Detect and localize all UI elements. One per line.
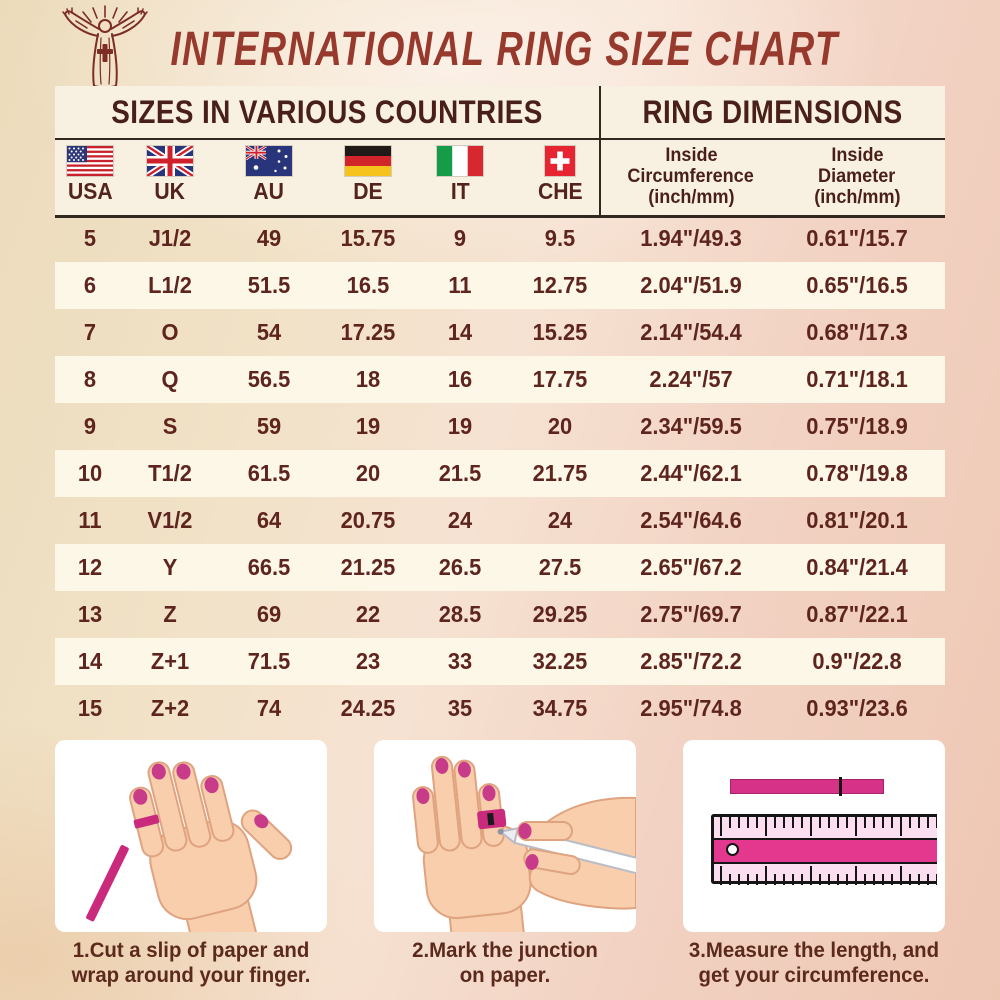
table-cell-che: 32.25 <box>532 648 588 674</box>
header-vertical-divider <box>599 86 601 215</box>
table-cell-uk: Z+2 <box>150 695 190 721</box>
table-cell-che: 9.5 <box>544 225 576 251</box>
table-cell-uk: Q <box>161 366 179 392</box>
table-cell-inside-diameter: 0.61"/15.7 <box>806 225 908 251</box>
table-cell-usa: 11 <box>78 507 102 533</box>
table-cell-de: 24.25 <box>340 695 396 721</box>
table-cell-au: 74 <box>256 695 282 721</box>
table-cell-inside-diameter: 0.71"/18.1 <box>806 366 908 392</box>
table-cell-che: 29.25 <box>532 601 588 627</box>
table-cell-au: 71.5 <box>247 648 291 674</box>
table-cell-uk: S <box>162 413 178 439</box>
table-cell-uk: Y <box>162 554 178 580</box>
section-sizes-countries: SIZES IN VARIOUS COUNTRIES <box>111 93 544 130</box>
column-header-inside-circumference: Inside Circumference (inch/mm) <box>627 144 755 208</box>
table-cell-usa: 12 <box>77 554 103 580</box>
table-row <box>55 497 945 544</box>
table-cell-usa: 6 <box>83 272 97 298</box>
table-cell-it: 35 <box>447 695 473 721</box>
switzerland-flag-icon <box>545 146 575 176</box>
column-header-de: DE <box>323 140 413 212</box>
column-header-au: AU <box>215 140 323 212</box>
table-cell-inside-diameter: 0.93"/23.6 <box>806 695 908 721</box>
instruction-cards <box>55 740 945 932</box>
table-cell-de: 16.5 <box>346 272 390 298</box>
table-cell-inside-diameter: 0.87"/22.1 <box>806 601 908 627</box>
table-cell-inside-circumference: 2.14"/54.4 <box>640 319 742 345</box>
table-cell-de: 22 <box>355 601 381 627</box>
table-row <box>55 638 945 685</box>
table-cell-uk: Z <box>163 601 177 627</box>
usa-flag-icon <box>67 146 113 176</box>
table-cell-inside-circumference: 2.85"/72.2 <box>640 648 742 674</box>
table-cell-uk: V1/2 <box>147 507 193 533</box>
table-cell-it: 9 <box>453 225 467 251</box>
table-cell-usa: 7 <box>83 319 97 345</box>
instruction-step-3: 3.Measure the length, and get your circumference. <box>688 939 940 987</box>
table-cell-it: 26.5 <box>438 554 482 580</box>
table-cell-au: 59 <box>256 413 282 439</box>
column-header-inside-diameter: Inside Diameter (inch/mm) <box>813 144 901 208</box>
table-row <box>55 450 945 497</box>
section-ring-dimensions: RING DIMENSIONS <box>642 93 903 130</box>
column-header-uk: UK <box>125 140 215 212</box>
junction-mark <box>839 777 842 796</box>
ruler-measure-illustration <box>683 740 945 932</box>
table-cell-au: 51.5 <box>247 272 291 298</box>
table-cell-au: 66.5 <box>247 554 291 580</box>
table-cell-it: 21.5 <box>438 460 482 486</box>
table-cell-che: 24 <box>547 507 573 533</box>
table-cell-au: 49 <box>256 225 282 251</box>
table-cell-inside-diameter: 0.78"/19.8 <box>806 460 908 486</box>
column-header-usa: USA <box>55 140 125 212</box>
table-cell-au: 56.5 <box>247 366 291 392</box>
table-cell-it: 11 <box>448 272 472 298</box>
table-row <box>55 215 945 262</box>
table-cell-inside-circumference: 2.54"/64.6 <box>640 507 742 533</box>
table-cell-uk: L1/2 <box>148 272 192 298</box>
table-cell-usa: 14 <box>77 648 103 674</box>
table-cell-au: 69 <box>256 601 282 627</box>
table-cell-che: 34.75 <box>532 695 588 721</box>
table-cell-it: 33 <box>447 648 473 674</box>
instruction-card-2 <box>374 740 636 932</box>
table-cell-inside-circumference: 2.44"/62.1 <box>640 460 742 486</box>
table-cell-inside-circumference: 2.95"/74.8 <box>640 695 742 721</box>
table-cell-usa: 15 <box>77 695 103 721</box>
italy-flag-icon <box>437 146 483 176</box>
table-cell-de: 20 <box>355 460 381 486</box>
table-cell-che: 20 <box>547 413 573 439</box>
uk-flag-icon <box>147 146 193 176</box>
table-cell-che: 27.5 <box>538 554 582 580</box>
table-row <box>55 309 945 356</box>
australia-flag-icon <box>246 146 292 176</box>
table-header <box>55 86 945 218</box>
table-cell-usa: 5 <box>83 225 97 251</box>
table-cell-che: 17.75 <box>532 366 588 392</box>
table-cell-de: 17.25 <box>340 319 396 345</box>
table-cell-au: 61.5 <box>247 460 291 486</box>
table-cell-usa: 10 <box>77 460 103 486</box>
table-cell-it: 24 <box>447 507 473 533</box>
table-cell-au: 54 <box>256 319 282 345</box>
table-cell-che: 15.25 <box>532 319 588 345</box>
table-cell-inside-circumference: 2.34"/59.5 <box>640 413 742 439</box>
table-row <box>55 544 945 591</box>
table-cell-uk: T1/2 <box>148 460 192 486</box>
table-row <box>55 685 945 732</box>
table-row <box>55 591 945 638</box>
table-row <box>55 356 945 403</box>
table-cell-it: 14 <box>447 319 473 345</box>
table-cell-uk: O <box>161 319 179 345</box>
germany-flag-icon <box>345 146 391 176</box>
table-cell-de: 23 <box>355 648 381 674</box>
instruction-captions <box>55 938 945 988</box>
table-cell-usa: 9 <box>83 413 97 439</box>
table-cell-uk: J1/2 <box>148 225 192 251</box>
column-header-it: IT <box>413 140 507 212</box>
paper-strip <box>731 780 883 793</box>
table-cell-uk: Z+1 <box>150 648 190 674</box>
hand-wrap-illustration <box>55 740 327 932</box>
table-cell-che: 21.75 <box>532 460 588 486</box>
table-cell-usa: 8 <box>83 366 97 392</box>
table-cell-inside-circumference: 2.75"/69.7 <box>640 601 742 627</box>
column-header-che: CHE <box>507 140 613 212</box>
instruction-card-3 <box>683 740 945 932</box>
table-rows <box>55 215 945 732</box>
table-cell-inside-diameter: 0.75"/18.9 <box>806 413 908 439</box>
ruler-icon <box>711 814 937 884</box>
page-title: INTERNATIONAL RING SIZE CHART <box>170 22 840 76</box>
table-cell-it: 16 <box>447 366 473 392</box>
table-cell-inside-circumference: 2.24"/57 <box>649 366 733 392</box>
table-cell-inside-diameter: 0.68"/17.3 <box>806 319 908 345</box>
table-cell-it: 19 <box>447 413 473 439</box>
table-cell-inside-diameter: 0.65"/16.5 <box>806 272 908 298</box>
table-cell-de: 18 <box>355 366 381 392</box>
table-cell-inside-diameter: 0.9"/22.8 <box>812 648 902 674</box>
table-cell-de: 20.75 <box>340 507 396 533</box>
table-cell-inside-circumference: 2.04"/51.9 <box>640 272 742 298</box>
table-cell-de: 19 <box>355 413 381 439</box>
table-cell-inside-circumference: 2.65"/67.2 <box>640 554 742 580</box>
instruction-card-1 <box>55 740 327 932</box>
table-cell-it: 28.5 <box>438 601 482 627</box>
table-cell-de: 21.25 <box>340 554 396 580</box>
instruction-step-1: 1.Cut a slip of paper and wrap around your finger. <box>71 939 311 987</box>
mark-junction-illustration <box>374 740 636 932</box>
table-cell-inside-diameter: 0.84"/21.4 <box>806 554 908 580</box>
table-cell-au: 64 <box>256 507 282 533</box>
instruction-step-2: 2.Mark the junction on paper. <box>412 939 598 987</box>
table-cell-de: 15.75 <box>340 225 396 251</box>
table-cell-inside-diameter: 0.81"/20.1 <box>806 507 908 533</box>
table-row <box>55 262 945 309</box>
table-cell-inside-circumference: 1.94"/49.3 <box>640 225 742 251</box>
table-cell-usa: 13 <box>77 601 103 627</box>
table-row <box>55 403 945 450</box>
table-cell-che: 12.75 <box>532 272 588 298</box>
